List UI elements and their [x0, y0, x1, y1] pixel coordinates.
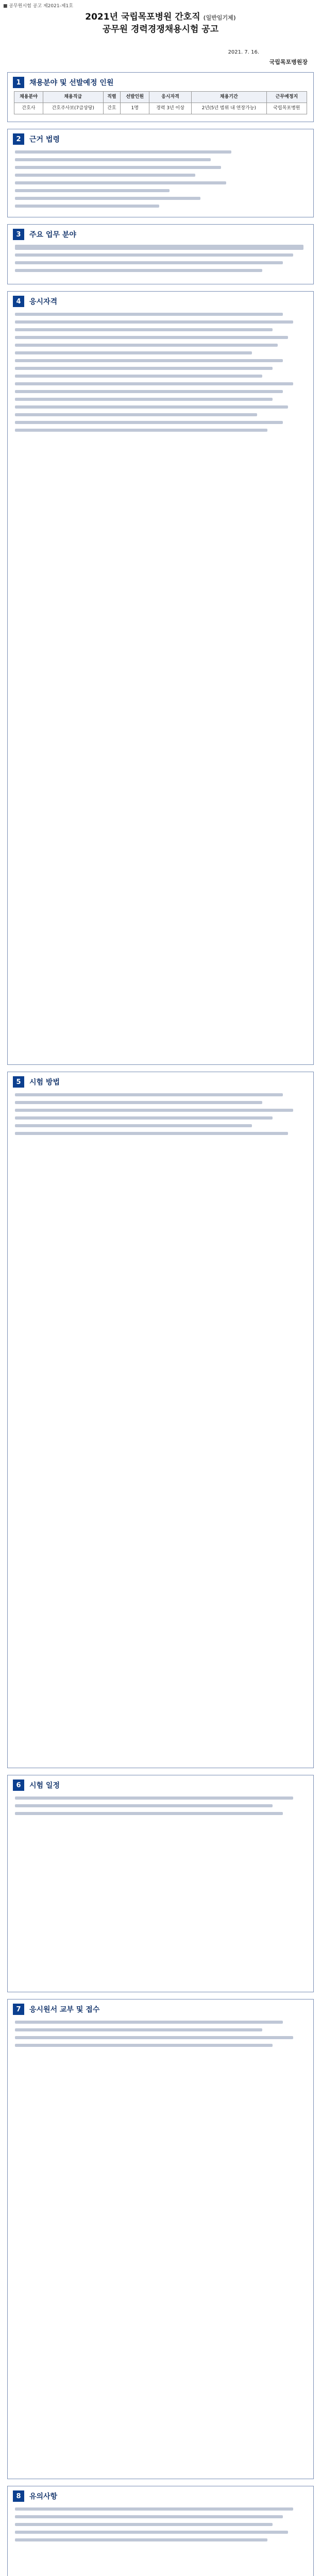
section-6	[7, 1775, 314, 1992]
section-lines	[8, 1794, 313, 1817]
recruit-table	[14, 91, 307, 114]
section-lines	[8, 310, 313, 434]
section-4	[7, 291, 314, 1065]
section-title: 채용분야 및 선발예정 인원	[29, 79, 114, 87]
td: 경력 3년 이상	[149, 103, 192, 114]
section-header	[8, 1999, 313, 2018]
section-2	[7, 129, 314, 217]
title-line1	[0, 11, 321, 24]
section-header	[8, 2486, 313, 2505]
section-number: 2	[13, 133, 24, 145]
section-lines	[8, 1091, 313, 1137]
section-lines	[8, 2505, 313, 2544]
section-7	[7, 1999, 314, 2479]
th: 선발인원	[121, 92, 149, 103]
td: 2년(5년 범위 내 연장가능)	[191, 103, 266, 114]
section-1	[7, 72, 314, 122]
section-number: 1	[13, 77, 24, 88]
section-number: 4	[13, 296, 24, 307]
section-number: 3	[13, 229, 24, 240]
section-title: 응시자격	[29, 298, 58, 306]
section-header	[8, 1072, 313, 1091]
section-header	[8, 1775, 313, 1794]
section-lines	[8, 243, 313, 274]
section-title: 응시원서 교부 및 접수	[29, 2006, 100, 2014]
section-8	[7, 2486, 314, 2576]
title-text: 2021년 국립목포병원 간호직	[85, 12, 200, 22]
section-title: 주요 업무 분야	[29, 231, 76, 239]
section-title: 유의사항	[29, 2493, 58, 2501]
td: 국립목포병원	[266, 103, 307, 114]
section-number: 8	[13, 2490, 24, 2502]
title-sub: (일반임기제)	[203, 14, 236, 21]
section-lines	[8, 148, 313, 210]
td: 1명	[121, 103, 149, 114]
section-header	[8, 292, 313, 310]
agency-name: 국립목포병원장	[269, 59, 308, 65]
td: 간호주사보(7급상당)	[43, 103, 103, 114]
section-header	[8, 129, 313, 148]
section-number: 7	[13, 2004, 24, 2015]
th: 채용직급	[43, 92, 103, 103]
section-title: 시험 방법	[29, 1078, 60, 1087]
announce-date: 2021. 7. 16.	[228, 49, 259, 55]
section-5	[7, 1072, 314, 1768]
section-title: 근거 법령	[29, 135, 60, 144]
td: 간호사	[14, 103, 43, 114]
th: 채용기간	[191, 92, 266, 103]
section-body	[8, 91, 313, 120]
th: 응시자격	[149, 92, 192, 103]
section-number: 5	[13, 1076, 24, 1088]
section-3	[7, 224, 314, 284]
th: 직렬	[103, 92, 121, 103]
section-header	[8, 225, 313, 243]
section-header	[8, 73, 313, 91]
section-title: 시험 일정	[29, 1782, 60, 1790]
title-line2: 공무원 경력경쟁채용시험 공고	[102, 24, 219, 35]
section-number: 6	[13, 1780, 24, 1791]
top-note: ■ 공무원시험 공고 제2021-제1호	[3, 4, 73, 9]
section-lines	[8, 2018, 313, 2049]
td: 간호	[103, 103, 121, 114]
th: 근무예정지	[266, 92, 307, 103]
th: 채용분야	[14, 92, 43, 103]
